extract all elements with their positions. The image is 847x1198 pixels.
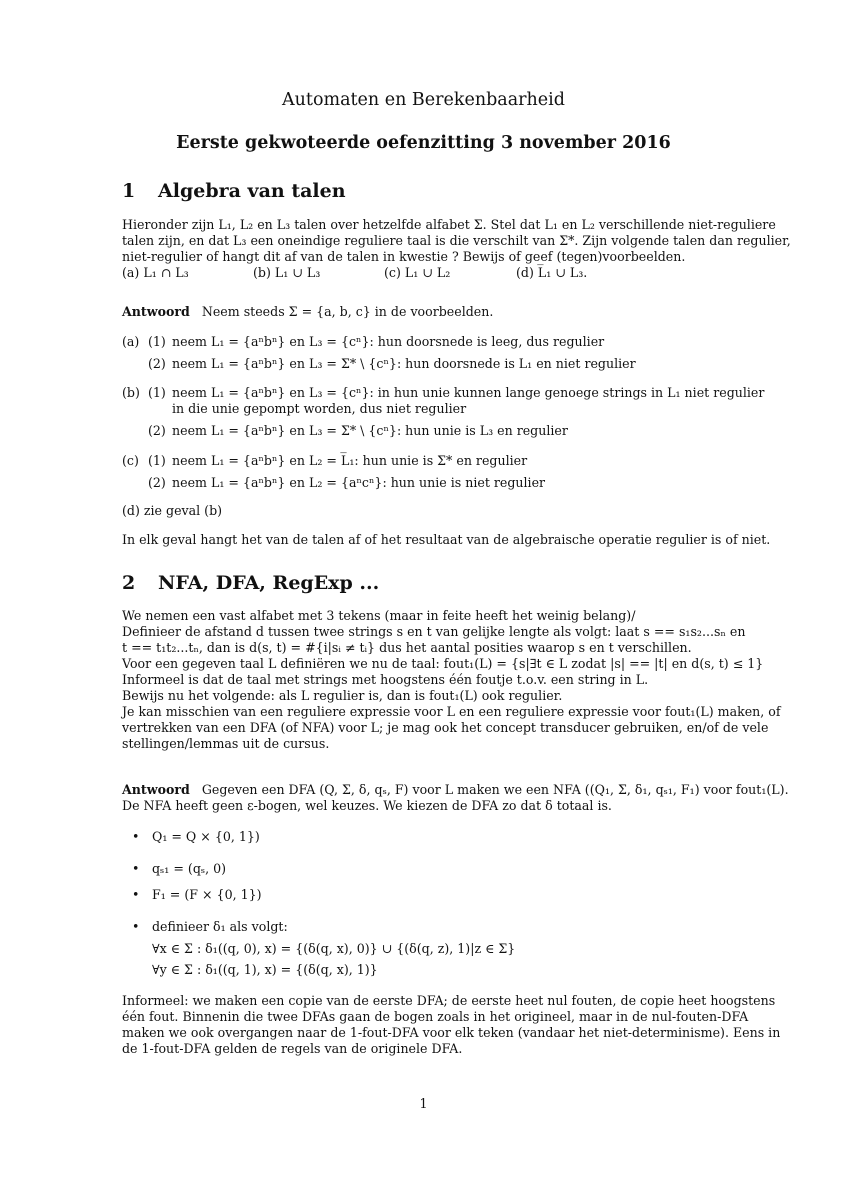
sub-label: (1)	[148, 334, 166, 349]
section-title: NFA, DFA, RegExp ...	[158, 572, 380, 594]
option-b: (b) L₁ ∪ L₃	[253, 265, 321, 280]
case-label: (b)	[122, 385, 140, 400]
case-c	[122, 453, 777, 491]
delta-line	[152, 941, 515, 957]
answer-1-intro	[122, 304, 777, 320]
bullet-text: F₁ = (F × {0, 1})	[152, 887, 262, 902]
case-text: neem L₁ = {aⁿbⁿ} en L₃ = Σ* \ {cⁿ}: hun doorsnede is L₁ en niet regulier	[172, 356, 636, 371]
formula: ∀y ∈ Σ : δ₁((q, 1), x) = {(δ(q, x), 1)}	[152, 962, 378, 977]
informal-paragraph	[122, 993, 781, 1057]
case-text: neem L₁ = {aⁿbⁿ} en L₃ = Σ* \ {cⁿ}: hun unie is L₃ en regulier	[172, 423, 568, 438]
section-number: 1	[122, 180, 136, 202]
document-title: Automaten en Berekenbaarheid	[282, 90, 565, 110]
paragraph-line: Voor een gegeven taal L definiëren we nu de taal: fout₁(L) = {s|∃t ∈ L zodat |s| == |t| en d(s, t) ≤ 1}	[122, 656, 764, 671]
bullet-item: • Q₁ = Q × {0, 1})	[132, 829, 260, 844]
section-1-conclusion	[122, 532, 777, 548]
page-number: 1	[419, 1096, 428, 1111]
paragraph-line: de 1-fout-DFA gelden de regels van de originele DFA.	[122, 1041, 463, 1056]
paragraph-line: talen zijn, en dat L₃ een oneindige reguliere taal is die verschilt van Σ*. Zijn volgende talen dan regulier,	[122, 233, 791, 248]
answer-text: Gegeven een DFA (Q, Σ, δ, qₛ, F) voor L maken we een NFA ((Q₁, Σ, δ₁, qₛ₁, F₁) voor fout₁(L).	[201, 782, 789, 797]
sub-label: (1)	[148, 453, 166, 468]
sub-label: (2)	[148, 475, 166, 490]
paragraph-line: één fout. Binnenin die twee DFAs gaan de bogen zoals in het origineel, maar in de nul-fouten-DFA	[122, 1009, 749, 1024]
case-label: (a)	[122, 334, 140, 349]
bullet-item: • qₛ₁ = (qₛ, 0)	[132, 861, 227, 876]
sub-label: (1)	[148, 385, 166, 400]
case-label: (c)	[122, 453, 139, 468]
options-line	[122, 265, 777, 281]
case-b	[122, 385, 777, 439]
option-c: (c) L₁ ∪ L₂	[384, 265, 451, 280]
bullet-text: Q₁ = Q × {0, 1})	[152, 829, 260, 844]
paragraph-line: Bewijs nu het volgende: als L regulier is, dan is fout₁(L) ook regulier.	[122, 688, 563, 703]
section-1-heading	[122, 180, 346, 202]
paragraph-line: Informeel: we maken een copie van de eerste DFA; de eerste heet nul fouten, de copie heet hoogstens	[122, 993, 776, 1008]
answer-text: Neem steeds Σ = {a, b, c} in de voorbeelden.	[201, 304, 494, 319]
case-text: neem L₁ = {aⁿbⁿ} en L₃ = {cⁿ}: in hun unie kunnen lange genoege strings in L₁ niet regulier	[172, 385, 765, 400]
delta-line	[152, 962, 378, 978]
case-text: (d) zie geval (b)	[122, 503, 223, 518]
option-d: (d) L̅₁ ∪ L₃.	[516, 265, 588, 280]
paragraph-line: t == t₁t₂...tₙ, dan is d(s, t) = #{i|sᵢ ≠ tᵢ} dus het aantal posities waarop s en t verschillen.	[122, 640, 692, 655]
bullet-text: qₛ₁ = (qₛ, 0)	[152, 861, 227, 876]
paragraph-line: In elk geval hangt het van de talen af of het resultaat van de algebraische operatie regulier is of niet.	[122, 532, 771, 547]
section-2-body	[122, 608, 781, 752]
case-text-cont: in die unie gepompt worden, dus niet regulier	[172, 401, 467, 416]
bullet-item: • F₁ = (F × {0, 1})	[132, 887, 262, 902]
paragraph-line: maken we ook overgangen naar de 1-fout-DFA voor elk teken (vandaar het niet-determinisme). Eens in	[122, 1025, 781, 1040]
bullet-item: • definieer δ₁ als volgt:	[132, 919, 288, 934]
paragraph-line: Hieronder zijn L₁, L₂ en L₃ talen over hetzelfde alfabet Σ. Stel dat L₁ en L₂ verschillende niet-reguliere	[122, 217, 776, 232]
case-text: neem L₁ = {aⁿbⁿ} en L₂ = {aⁿcⁿ}: hun unie is niet regulier	[172, 475, 546, 490]
section-1-intro	[122, 217, 791, 281]
sub-label: (2)	[148, 423, 166, 438]
formula: ∀x ∈ Σ : δ₁((q, 0), x) = {(δ(q, x), 0)} ∪ {(δ(q, z), 1)|z ∈ Σ}	[152, 941, 516, 956]
bullet-text: definieer δ₁ als volgt:	[152, 919, 288, 934]
paragraph-line: Je kan misschien van een reguliere expressie voor L en een reguliere expressie voor fout₁(L) maken, of	[122, 704, 781, 719]
answer-label: Antwoord	[122, 782, 190, 797]
sub-label: (2)	[148, 356, 166, 371]
paragraph-line: We nemen een vast alfabet met 3 tekens (maar in feite heeft het weinig belang)/	[122, 608, 636, 623]
paragraph-line: stellingen/lemmas uit de cursus.	[122, 736, 330, 751]
case-a	[122, 334, 777, 372]
answer-label: Antwoord	[122, 304, 190, 319]
paragraph-line: Informeel is dat de taal met strings met hoogstens één foutje t.o.v. een string in L.	[122, 672, 649, 687]
case-d	[122, 503, 777, 519]
document-subtitle: Eerste gekwoteerde oefenzitting 3 november 2016	[176, 133, 671, 153]
answer-2	[122, 782, 789, 814]
case-text: neem L₁ = {aⁿbⁿ} en L₂ = L̅₁: hun unie is Σ* en regulier	[172, 453, 528, 468]
paragraph-line: vertrekken van een DFA (of NFA) voor L; je mag ook het concept transducer gebruiken, en/of de vele	[122, 720, 769, 735]
section-title: Algebra van talen	[158, 180, 346, 202]
case-text: neem L₁ = {aⁿbⁿ} en L₃ = {cⁿ}: hun doorsnede is leeg, dus regulier	[172, 334, 605, 349]
section-2-heading	[122, 572, 379, 594]
answer-text: De NFA heeft geen ε-bogen, wel keuzes. We kiezen de DFA zo dat δ totaal is.	[122, 798, 612, 813]
paragraph-line: Definieer de afstand d tussen twee strings s en t van gelijke lengte als volgt: laat s == s₁s₂...sₙ en	[122, 624, 746, 639]
option-a: (a) L₁ ∩ L₃	[122, 265, 189, 280]
paragraph-line: niet-regulier of hangt dit af van de talen in kwestie ? Bewijs of geef (tegen)voorbeelden.	[122, 249, 686, 264]
section-number: 2	[122, 572, 136, 594]
